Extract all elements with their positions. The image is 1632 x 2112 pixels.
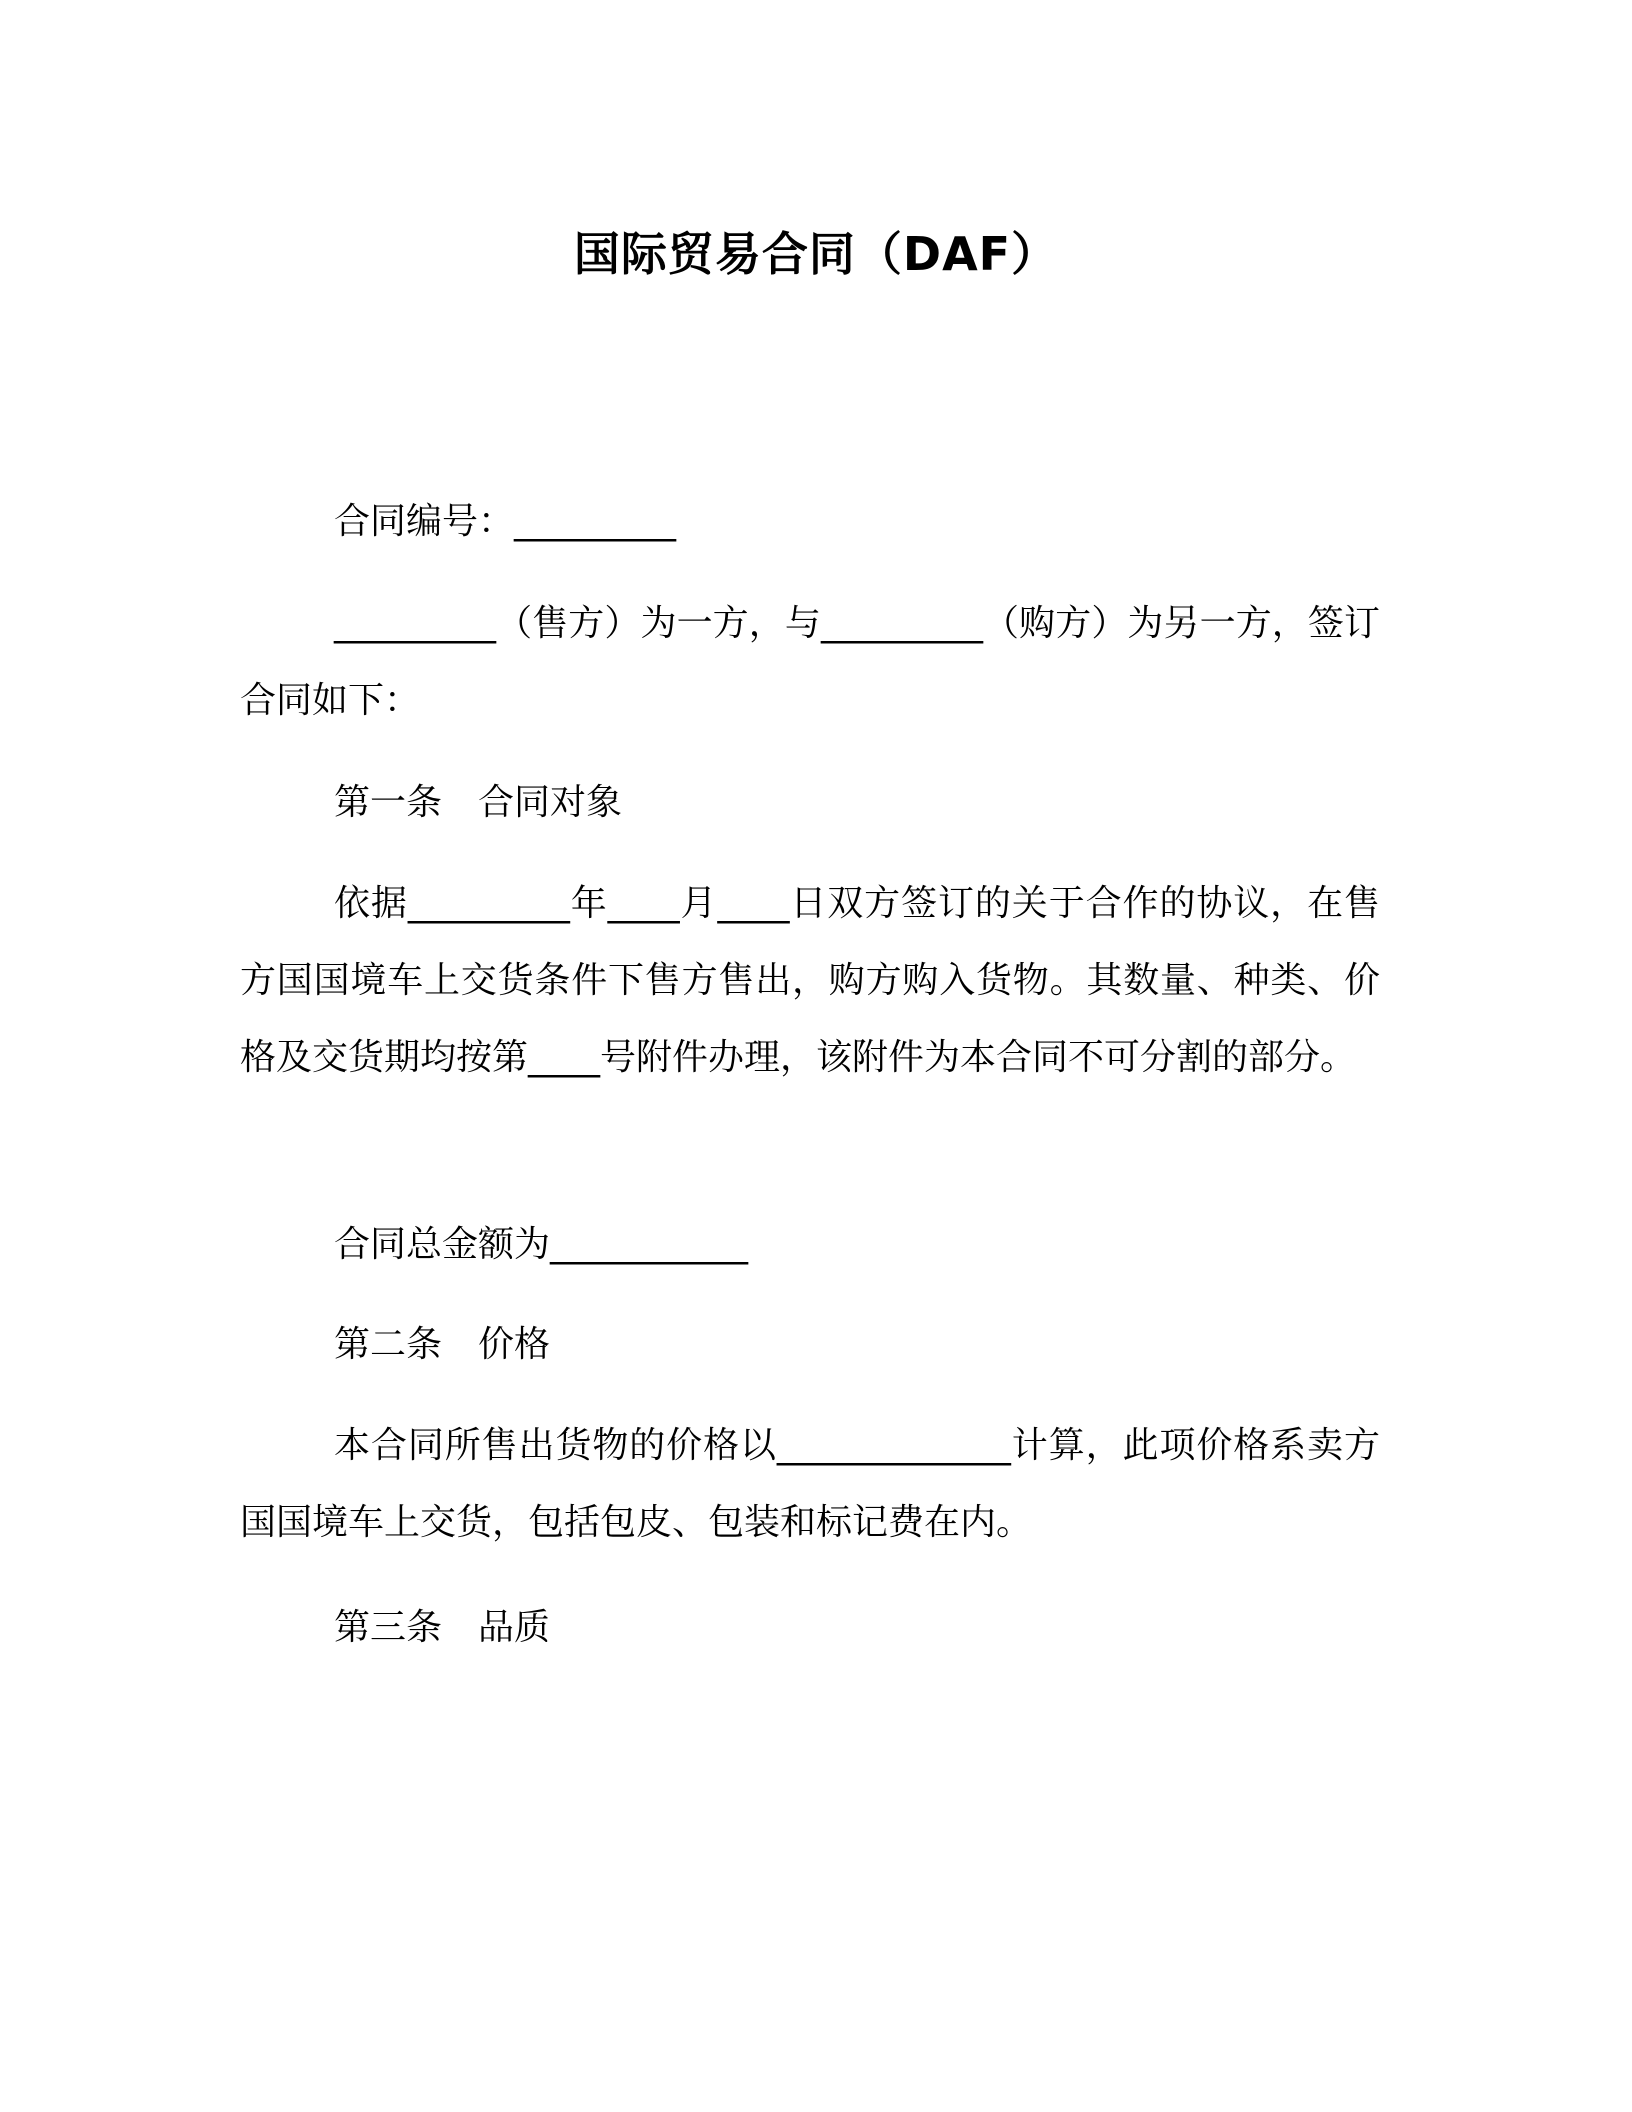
document-title: 国际贸易合同（DAF）	[573, 227, 1059, 281]
parties-paragraph: _________（售方）为一方，与_________（购方）为另一方，签订合同如下：	[240, 603, 1380, 721]
article-1-heading: 第一条 合同对象	[334, 782, 623, 823]
total-amount-line: 合同总金额为___________	[334, 1224, 749, 1265]
article-1-body: 依据_________年____月____日双方签订的关于合作的协议，在售方国国境车上交货条件下售方售出，购方购入货物。其数量、种类、价格及交货期均按第____号附件办理，该附件为本合同不可分割的部分。	[240, 883, 1380, 1078]
article-2-heading: 第二条 价格	[334, 1324, 551, 1365]
contract-number-line: 合同编号：_________	[334, 501, 677, 542]
article-2-body: 本合同所售出货物的价格以_____________计算，此项价格系卖方国国境车上交货，包括包皮、包装和标记费在内。	[240, 1425, 1380, 1543]
article-3-heading: 第三条 品质	[334, 1607, 551, 1648]
